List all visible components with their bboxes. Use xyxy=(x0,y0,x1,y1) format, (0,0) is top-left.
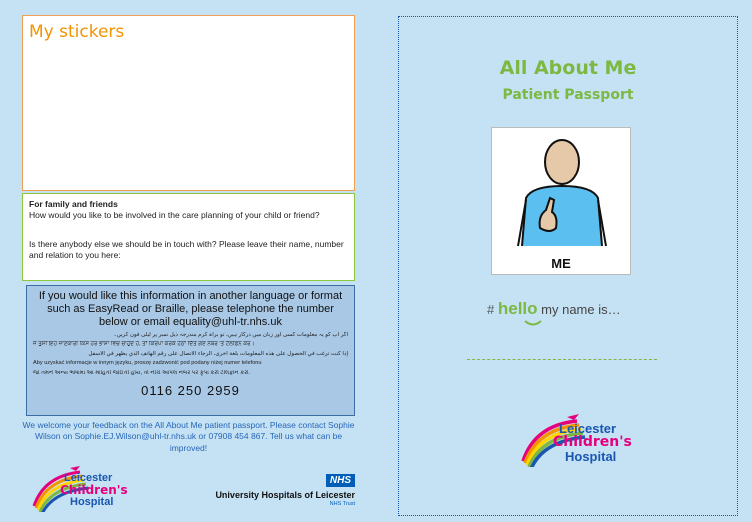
name-write-line xyxy=(467,359,657,360)
family-question-1: How would you like to be involved in the care planning of your child or friend? xyxy=(29,210,320,221)
cover-page xyxy=(398,16,738,516)
uhl-nhs-logo xyxy=(205,470,355,507)
logo-word-childrens: Children's xyxy=(60,483,128,497)
cover-title: All About Me xyxy=(499,57,637,79)
language-panel xyxy=(26,285,355,416)
hash-symbol: # xyxy=(487,302,495,317)
language-gujarati: જો તમને અન્ય ભાષામાં આ માહિતી જોઈતી હોય, તો નીચે આપેલ નંબર પર કૃપા કરી ટેલિફોન કરો. xyxy=(33,369,251,376)
logo-word-leicester: Leicester xyxy=(559,421,617,436)
family-friends-panel xyxy=(22,193,355,281)
phone-number: 0116 250 2959 xyxy=(141,383,240,399)
logo-word-hospital: Hospital xyxy=(565,449,617,464)
stickers-title: My stickers xyxy=(29,22,125,42)
nhs-badge: NHS xyxy=(326,474,355,487)
family-question-2: Is there anybody else we should be in touch with? Please leave their name, number and relation to you here: xyxy=(29,238,344,261)
person-pointing-icon xyxy=(492,128,632,253)
language-polish: Aby uzyskać informacje w innym języku, proszę zadzwonić pod podany niżej numer telefonu xyxy=(33,360,262,367)
stickers-panel xyxy=(22,15,355,191)
language-intro: If you would like this information in another language or format such as EasyRead or Braille, please telephone the number below or email equality@uhl-tr.nhs.uk xyxy=(38,290,343,329)
uhl-name: University Hospitals of Leicester xyxy=(215,490,355,500)
me-picture xyxy=(491,127,631,275)
childrens-hospital-logo-right xyxy=(519,409,659,469)
smile-icon xyxy=(523,319,543,327)
language-arabic: إذا كنت ترغب في الحصول على هذه المعلومات بلغة أخرى، الرجاء الاتصال على رقم الهاتف الذي يظهر في الأسفل xyxy=(88,350,348,357)
family-heading: For family and friends xyxy=(29,199,118,209)
uhl-trust: NHS Trust xyxy=(329,501,355,507)
logo-word-hospital: Hospital xyxy=(70,496,114,508)
my-name-is-text: my name is… xyxy=(541,302,621,317)
language-punjabi: ਜੇ ਤੁਸੀਂ ਇਹ ਜਾਣਕਾਰੀ ਕਿਸੇ ਹੋਰ ਭਾਸ਼ਾ ਵਿਚ ਚਾਹੁੰਦੇ ਹੋ, ਤਾਂ ਕਿਰਪਾ ਕਰਕੇ ਹੇਠਾਂ ਦਿੱਤੇ ਗਏ ਨੰਬਰ 'ਤੇ ਟੈਲੀਫ਼ੋਨ ਕਰੋ। xyxy=(33,341,255,348)
language-urdu: اگر آپ کو یہ معلومات کسی اور زبان میں درکار ہیں، تو براہ کرم مندرجہ ذیل نمبر پر ٹیلی فون کریں۔ xyxy=(113,331,348,338)
hello-word: hello xyxy=(497,299,538,318)
feedback-text: We welcome your feedback on the All About Me patient passport. Please contact Sophie Wilson on Sophie.EJ.Wilson@uhl-tr.nhs.uk or 07908 454 867. Tell us what can be improved! xyxy=(22,420,355,453)
cover-subtitle: Patient Passport xyxy=(502,87,634,103)
logo-word-leicester: Leicester xyxy=(64,472,113,484)
hello-my-name-is xyxy=(487,299,657,319)
logo-word-childrens: Children's xyxy=(553,434,632,450)
me-label: ME xyxy=(551,256,571,271)
childrens-hospital-logo-left xyxy=(30,462,140,512)
